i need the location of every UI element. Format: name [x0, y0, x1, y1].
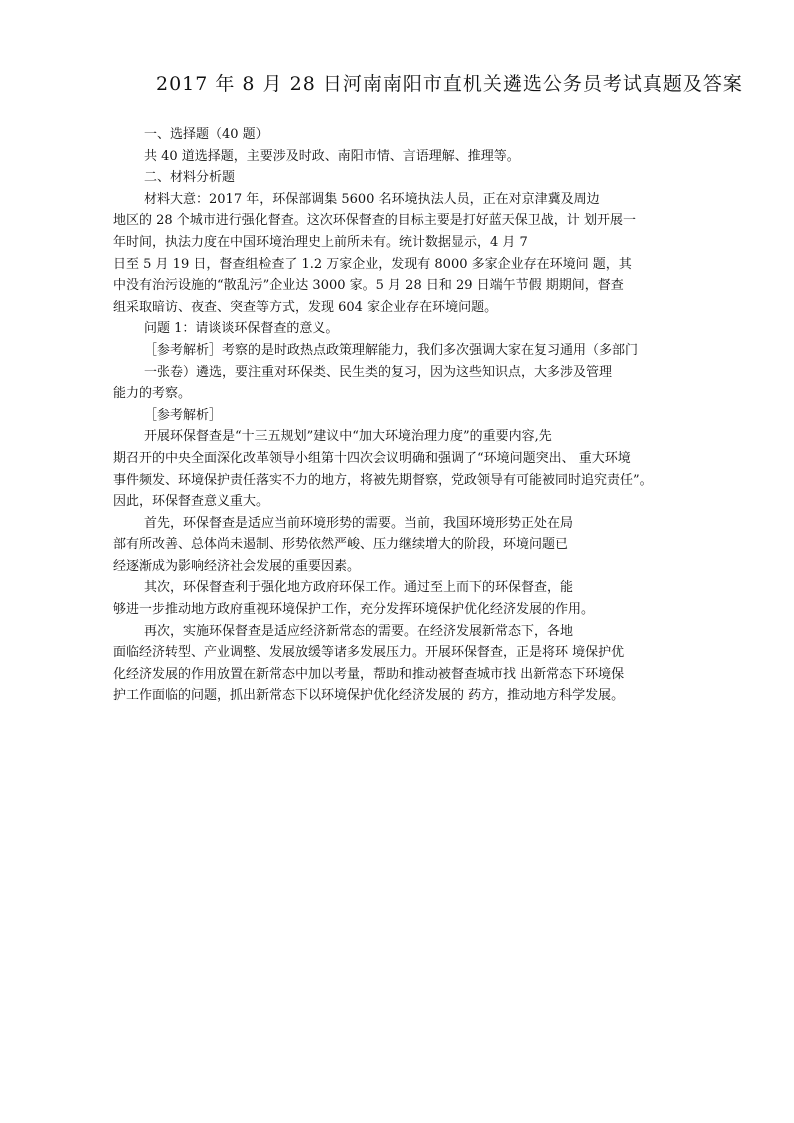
text-line: 一、选择题（40 题） [144, 127, 269, 142]
text-line: 开展环保督查是“十三五规划”建议中“加大环境治理力度”的重要内容,先 [144, 429, 552, 445]
text-line: 日至 5 月 19 日，督查组检查了 1.2 万家企业，发现有 8000 多家企业存在环境问 题，其 [113, 256, 632, 272]
page-title: 2017 年 8 月 28 日河南南阳市直机关遴选公务员考试真题及答案 [156, 73, 743, 95]
text-line: 二、材料分析题 [144, 170, 236, 186]
text-line: 年时间，执法力度在中国环境治理史上前所未有。统计数据显示，4 月 7 [113, 234, 528, 250]
text-line: 能力的考察。 [113, 386, 192, 402]
text-line: 护工作面临的问题，抓出新常态下以环境保护优化经济发展的 药方，推动地方科学发展。 [113, 688, 625, 704]
text-line: 组采取暗访、夜查、突查等方式，发现 604 家企业存在环境问题。 [113, 299, 498, 315]
text-line: 问题 1：请谈谈环保督查的意义。 [144, 321, 339, 337]
text-line: 期召开的中央全面深化改革领导小组第十四次会议明确和强调了“环境问题突出、 重大环境 [113, 450, 631, 466]
text-line: 化经济发展的作用放置在新常态中加以考量，帮助和推动被督查城市找 出新常态下环境保 [113, 666, 625, 682]
text-line: 共 40 道选择题，主要涉及时政、南阳市情、言语理解、推理等。 [144, 148, 520, 164]
document-body [113, 124, 683, 707]
text-line: 面临经济转型、产业调整、发展放缓等诸多发展压力。开展环保督查，正是将环 境保护优 [113, 645, 625, 661]
text-line: 一张卷）遴选，要注重对环保类、民生类的复习，因为这些知识点，大多涉及管理 [144, 364, 613, 380]
text-line: 够进一步推动地方政府重视环境保护工作，充分发挥环境保护优化经济发展的作用。 [113, 602, 595, 618]
text-line: 经逐渐成为影响经济社会发展的重要因素。 [113, 558, 361, 574]
text-line: 中没有治污设施的“散乱污”企业达 3000 家。5 月 28 日和 29 日端午节假 期期间，督查 [113, 278, 624, 294]
text-line: 材料大意：2017 年，环保部调集 5600 名环境执法人员，正在对京津冀及周边 [144, 191, 600, 207]
text-line: 事件频发、环境保护责任落实不力的地方，将被先期督察，党政领导有可能被同时追究责任”。 [113, 472, 653, 488]
text-line: 首先，环保督查是适应当前环境形势的需要。当前，我国环境形势正处在局 [144, 515, 574, 531]
text-line: 再次，实施环保督查是适应经济新常态的需要。在经济发展新常态下，各地 [144, 623, 574, 639]
text-line: ［参考解析］考察的是时政热点政策理解能力，我们多次强调大家在复习通用（多部门 [144, 342, 639, 358]
text-line: 地区的 28 个城市进行强化督查。这次环保督查的目标主要是打好蓝天保卫战，计 划开展一 [113, 213, 636, 229]
text-line: 其次，环保督查利于强化地方政府环保工作。通过至上而下的环保督查，能 [144, 580, 574, 596]
text-line: 部有所改善、总体尚未遏制、形势依然严峻、压力继续增大的阶段，环境问题已 [113, 537, 569, 553]
text-line: ［参考解析］ [144, 407, 223, 423]
text-line: 因此，环保督查意义重大。 [113, 494, 270, 510]
